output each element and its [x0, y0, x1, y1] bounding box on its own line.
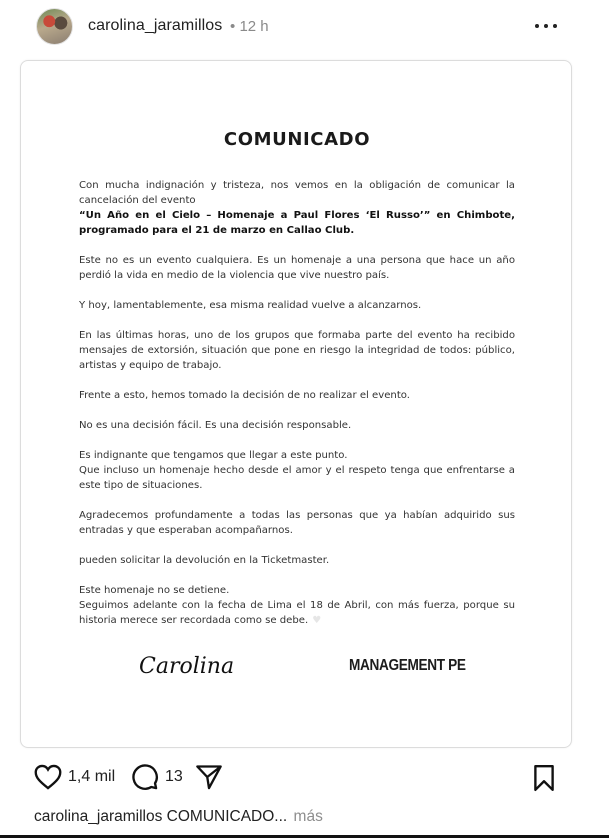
- more-options-icon[interactable]: [535, 16, 557, 36]
- paragraph: No es una decisión fácil. Es una decisión responsable.: [79, 420, 352, 431]
- share-button[interactable]: [195, 764, 223, 790]
- paragraph: [79, 178, 515, 238]
- post-caption: [34, 808, 323, 826]
- paragraph-line: Que incluso un homenaje hecho desde el amor y el respeto tenga que enfrentarse a este tipo de situaciones.: [79, 465, 515, 491]
- document-body: [79, 178, 515, 628]
- avatar[interactable]: [36, 8, 73, 45]
- paragraph: En las últimas horas, uno de los grupos que formaba parte del evento ha recibido mensajes de extorsión, situación que pone en riesgo la integridad de todos: público, artistas y equipo de trabajo.: [79, 330, 515, 371]
- paragraph-line: Es indignante que tengamos que llegar a este punto.: [79, 450, 348, 461]
- paragraph: [79, 448, 515, 493]
- paragraph: Agradecemos profundamente a todas las personas que ya habían adquirido sus entradas y que esperaban acompañarnos.: [79, 510, 515, 536]
- post-username[interactable]: carolina_jaramillos: [88, 17, 223, 34]
- paragraph: [79, 583, 515, 628]
- action-bar: [0, 760, 609, 796]
- svg-text:Carolina: Carolina: [139, 654, 235, 679]
- send-icon: [195, 764, 223, 790]
- likes-count[interactable]: 1,4 mil: [68, 768, 116, 785]
- post-image[interactable]: [20, 60, 572, 748]
- document-title: COMUNICADO: [223, 129, 371, 150]
- post-time: [230, 18, 269, 35]
- dot: [535, 24, 539, 28]
- comment-icon: [131, 763, 159, 791]
- white-heart-icon: ♥: [312, 615, 322, 626]
- paragraph: Frente a esto, hemos tomado la decisión de no realizar el evento.: [79, 390, 410, 401]
- separator-dot: •: [230, 18, 236, 35]
- paragraph: Y hoy, lamentablemente, esa misma realidad vuelve a alcanzarnos.: [79, 300, 422, 311]
- paragraph: pueden solicitar la devolución en la Ticketmaster.: [79, 555, 330, 566]
- signature-carolina: [137, 649, 287, 681]
- timestamp: 12 h: [239, 18, 269, 35]
- event-name: “Un Año en el Cielo – Homenaje a Paul Flores ‘El Russo’” en Chimbote, programado para el 21 de marzo en Callao Club.: [79, 210, 515, 236]
- like-button[interactable]: [34, 764, 62, 790]
- paragraph-line: Seguimos adelante con la fecha de Lima el 18 de Abril, con más fuerza, porque su historia merece ser recordada como se debe.: [79, 600, 515, 626]
- signature-management: MANAGEMENT PE: [349, 657, 466, 674]
- dot: [553, 24, 557, 28]
- comment-button[interactable]: [131, 763, 159, 791]
- post-header: [0, 0, 609, 56]
- paragraph: Este no es un evento cualquiera. Es un homenaje a una persona que hace un año perdió la vida en medio de la violencia que vive nuestro país.: [79, 255, 515, 281]
- caption-text: COMUNICADO...: [166, 808, 288, 825]
- dot: [544, 24, 548, 28]
- caption-username[interactable]: carolina_jaramillos: [34, 808, 163, 825]
- save-button[interactable]: [533, 764, 555, 792]
- bookmark-icon: [533, 764, 555, 792]
- paragraph-text: Con mucha indignación y tristeza, nos vemos en la obligación de comunicar la cancelación del evento: [79, 180, 515, 206]
- heart-icon: [34, 764, 62, 790]
- paragraph-line: Este homenaje no se detiene.: [79, 585, 230, 596]
- comments-count[interactable]: 13: [165, 768, 183, 785]
- more-link[interactable]: más: [293, 808, 323, 825]
